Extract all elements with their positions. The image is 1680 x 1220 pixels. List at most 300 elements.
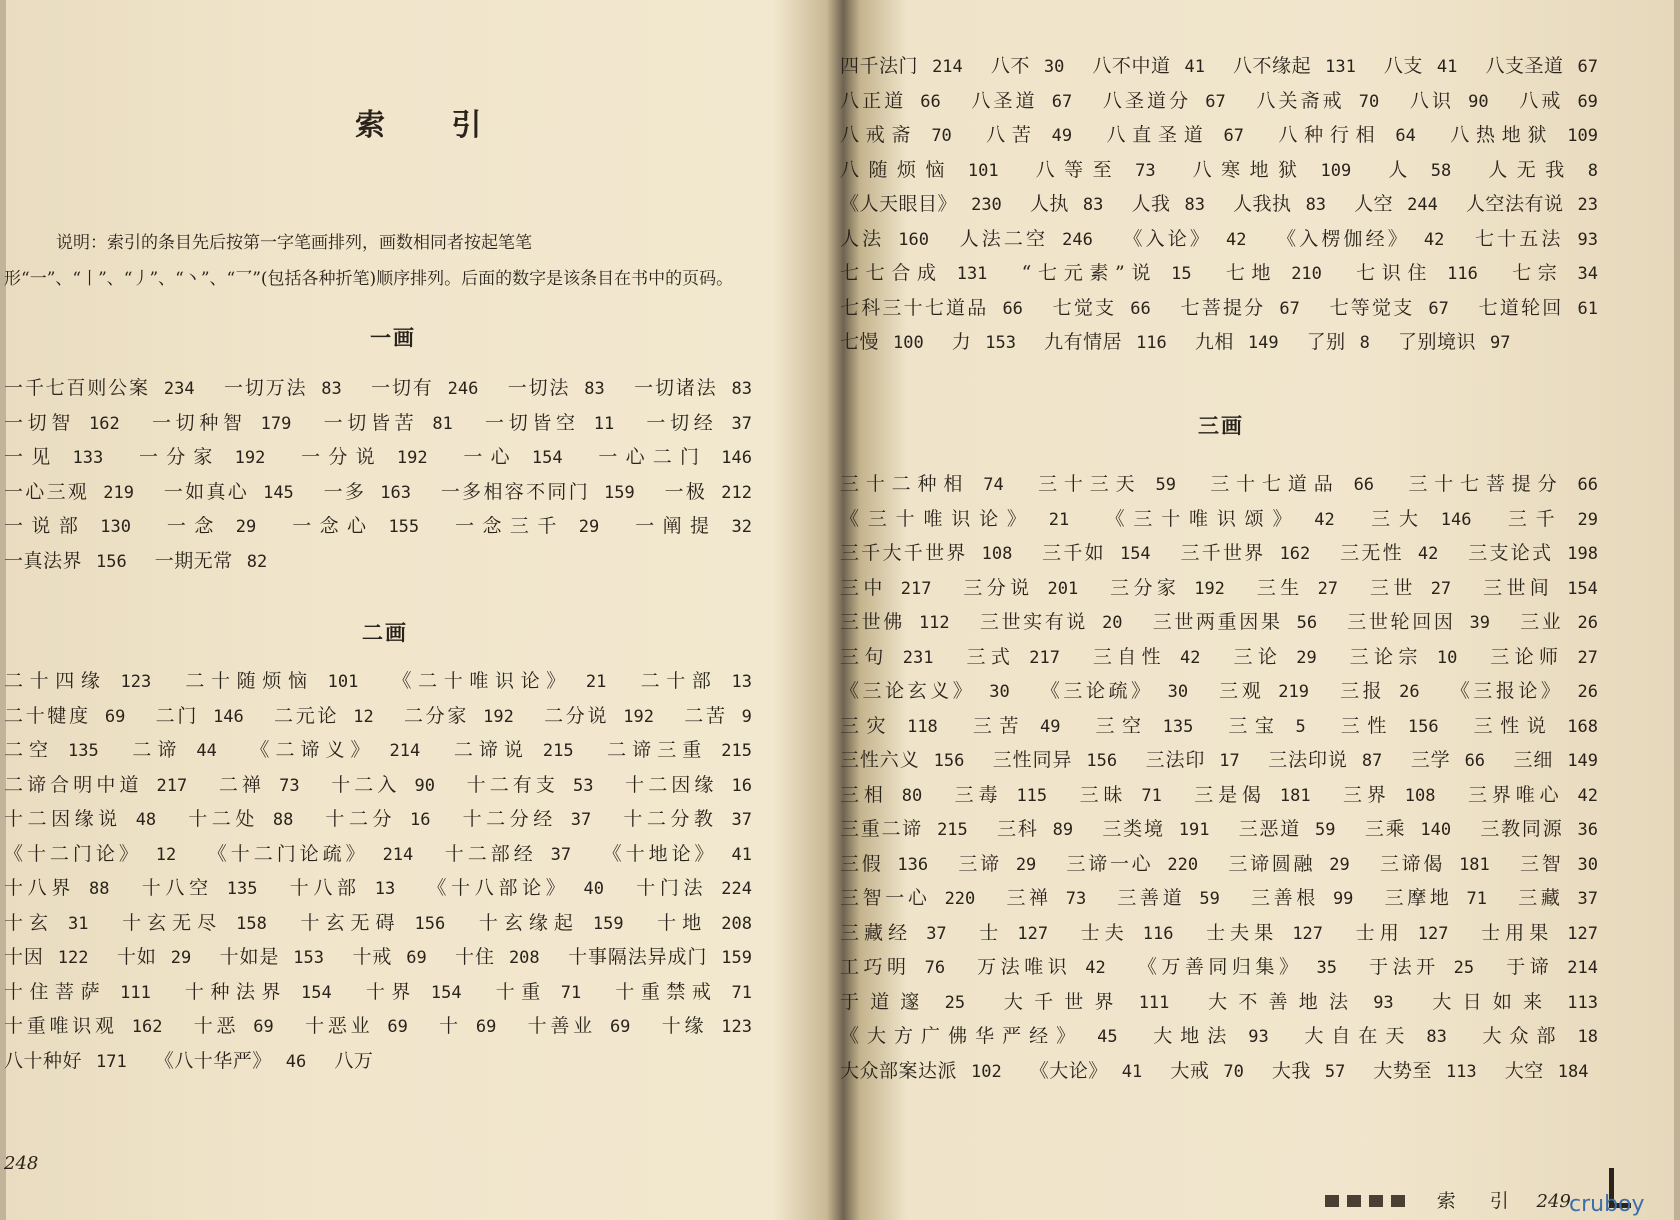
entry-term: 七十五法: [1475, 227, 1564, 250]
entry-term: 七菩提分: [1180, 296, 1266, 319]
entry-term: 一心三观: [4, 480, 90, 503]
entry-term: 人法二空: [959, 227, 1049, 250]
entry-page-number: 109: [1320, 160, 1352, 181]
entry-page-number: 66: [1577, 475, 1598, 495]
entry-term: 三智一心: [840, 887, 931, 909]
index-entry: [156, 705, 244, 727]
section-heading-2: 二画: [362, 620, 408, 645]
entry-term: 十玄缘起: [478, 911, 579, 934]
index-entry: [4, 1015, 162, 1037]
index-entry: [1067, 853, 1199, 875]
entry-term: 三句: [840, 645, 889, 668]
entry-page-number: 21: [585, 672, 607, 692]
entry-term: 一念三千: [455, 515, 565, 537]
index-entry: [635, 515, 752, 537]
index-entry: [1044, 331, 1167, 353]
index-entry: [1226, 262, 1322, 284]
entry-term: 人我执: [1233, 193, 1292, 215]
entry-term: 三谛偈: [1379, 852, 1446, 875]
entry-term: 三学: [1410, 749, 1451, 771]
index-entry: [1514, 749, 1599, 771]
entry-term: 一阐提: [635, 515, 718, 537]
entry-term: 三性同异: [992, 749, 1073, 771]
page-number-left: 248: [4, 1153, 39, 1174]
entry-term: 《三报论》: [1450, 680, 1564, 702]
entry-page-number: 108: [1404, 785, 1436, 806]
index-entry: [439, 1015, 496, 1037]
index-entry: [325, 808, 430, 830]
entry-term: 十二分: [325, 808, 397, 830]
entry-page-number: 42: [1314, 509, 1335, 530]
index-entry: [300, 912, 445, 934]
index-entry: [840, 784, 922, 806]
entry-page-number: 102: [971, 1061, 1002, 1082]
index-entry: [977, 956, 1106, 978]
entry-term: 十二因缘: [625, 773, 718, 796]
index-entry: [980, 611, 1123, 633]
entry-term: 十种法界: [184, 980, 288, 1003]
entry-page-number: 21: [1048, 509, 1070, 530]
entry-page-number: 10: [1436, 647, 1458, 668]
entry-page-number: 90: [414, 775, 435, 796]
index-entry: [1110, 577, 1225, 599]
entry-term: 一分家: [138, 446, 221, 468]
entry-page-number: 135: [1162, 716, 1194, 737]
entry-page-number: 56: [1296, 613, 1318, 633]
index-entry: [290, 877, 396, 899]
entry-page-number: 83: [1082, 195, 1104, 215]
index-entry: [1479, 297, 1598, 319]
index-entry: [185, 670, 358, 692]
entry-page-number: 27: [1430, 578, 1452, 599]
entry-term: 三式: [966, 645, 1016, 668]
entry-page-number: 127: [1417, 923, 1449, 944]
index-entry: [840, 193, 1002, 215]
entry-term: 十恶业: [305, 1015, 374, 1037]
entry-page-number: 83: [584, 379, 605, 399]
entry-page-number: 35: [1316, 958, 1337, 978]
index-entry: [1519, 90, 1598, 112]
entry-term: 三毒: [954, 783, 1003, 806]
entry-term: 十二部经: [444, 842, 537, 865]
entry-term: 力: [951, 331, 972, 353]
entry-term: “七元素”说: [1021, 262, 1158, 284]
entry-term: 三善道: [1117, 887, 1186, 909]
entry-page-number: 58: [1430, 160, 1452, 181]
index-entry: [1138, 956, 1337, 978]
entry-term: 三世两重因果: [1152, 611, 1283, 633]
entry-page-number: 69: [387, 1017, 408, 1037]
index-entry: [1146, 749, 1240, 771]
entry-page-number: 13: [374, 879, 396, 899]
index-entry: [1481, 922, 1598, 944]
index-entry: [973, 715, 1061, 737]
entry-term: 三空: [1095, 714, 1149, 737]
entry-term: 三昧: [1079, 783, 1128, 806]
entry-page-number: 153: [985, 333, 1017, 353]
index-entry: [4, 774, 187, 796]
entry-term: 七觉支: [1052, 296, 1117, 319]
index-entry: [132, 739, 217, 761]
entry-term: 一切有: [371, 377, 434, 399]
entry-term: 十二处: [188, 808, 259, 830]
entry-page-number: 146: [721, 448, 752, 468]
entry-term: 十玄无尽: [122, 911, 223, 934]
index-entry: [4, 705, 125, 727]
index-entry: [441, 481, 635, 503]
entry-page-number: 162: [89, 413, 120, 434]
index-entry: [960, 228, 1093, 250]
entry-page-number: 208: [508, 948, 540, 968]
entry-page-number: 57: [1324, 1061, 1346, 1082]
entry-term: 八不缘起: [1233, 55, 1312, 77]
entry-page-number: 37: [731, 413, 752, 434]
entry-page-number: 111: [1138, 992, 1170, 1013]
entry-page-number: 145: [263, 482, 294, 503]
index-entry: [1081, 922, 1174, 944]
entry-term: 三重二谛: [840, 818, 924, 840]
entry-term: 三世轮回因: [1347, 611, 1456, 633]
index-entry: [840, 262, 987, 284]
entry-term: 士用果: [1481, 921, 1554, 944]
entry-term: 《三论疏》: [1040, 680, 1154, 702]
index-entry: [1103, 90, 1226, 112]
index-entry: [840, 124, 952, 146]
page-number-right: 249: [1536, 1191, 1571, 1212]
entry-page-number: 192: [1194, 578, 1225, 599]
index-entry: [1330, 297, 1449, 319]
entry-term: 三教同源: [1480, 818, 1564, 840]
entry-page-number: 42: [1085, 958, 1106, 978]
entry-page-number: 11: [593, 413, 615, 434]
index-entry: [1124, 228, 1247, 250]
index-entry: [1451, 680, 1598, 702]
index-entry: [4, 481, 134, 503]
entry-term: 万法唯识: [977, 956, 1072, 978]
entry-page-number: 15: [1171, 264, 1192, 284]
entry-page-number: 184: [1557, 1061, 1589, 1082]
index-entry: [4, 946, 89, 968]
index-entry: [139, 446, 265, 468]
entry-term: 二空: [4, 739, 55, 761]
entry-term: 大千世界: [1003, 990, 1125, 1013]
entry-page-number: 162: [1279, 544, 1311, 564]
entry-page-number: 163: [380, 482, 411, 503]
index-entry: [4, 843, 176, 865]
index-entry: [4, 808, 156, 830]
index-entry: [1257, 577, 1338, 599]
entry-page-number: 217: [156, 775, 188, 796]
index-entry: [194, 1015, 274, 1037]
index-entry: [1106, 508, 1335, 530]
index-entry: [1277, 228, 1444, 250]
entry-term: 大空: [1504, 1059, 1544, 1082]
index-entry: [224, 377, 342, 399]
entry-page-number: 231: [902, 647, 934, 668]
entry-term: 八种行相: [1278, 124, 1382, 146]
entry-page-number: 36: [1577, 820, 1598, 840]
entry-page-number: 34: [1577, 264, 1598, 284]
entry-term: 七地: [1225, 262, 1278, 284]
index-entry: [1022, 262, 1192, 284]
entry-page-number: 69: [609, 1017, 631, 1037]
entry-term: 八寒地狱: [1192, 158, 1307, 181]
entry-term: 大势至: [1373, 1059, 1432, 1082]
entry-term: 一切智: [4, 411, 76, 434]
entry-page-number: 12: [155, 844, 177, 865]
index-entry: [1356, 922, 1449, 944]
entry-term: 于道邃: [840, 990, 931, 1013]
index-entry: [4, 877, 110, 899]
entry-term: 二分说: [544, 704, 610, 727]
index-entry: [4, 377, 195, 399]
entry-page-number: 97: [1489, 333, 1511, 353]
entry-page-number: 69: [104, 706, 126, 727]
entry-term: 三世佛: [840, 611, 905, 633]
entry-page-number: 88: [89, 879, 110, 899]
entry-term: 八圣道分: [1102, 89, 1192, 112]
entry-page-number: 192: [623, 706, 654, 727]
entry-page-number: 179: [260, 413, 292, 434]
index-entry: [1370, 577, 1451, 599]
index-entry: [122, 912, 267, 934]
index-entry: [445, 843, 571, 865]
entry-term: 十八空: [141, 877, 213, 899]
index-entry: [152, 412, 291, 434]
entry-page-number: 25: [944, 992, 966, 1013]
entry-term: 三性说: [1473, 714, 1554, 737]
index-entry: [955, 784, 1047, 806]
entry-page-number: 130: [100, 517, 131, 537]
entry-page-number: 45: [1097, 1027, 1118, 1047]
entry-page-number: 154: [1119, 544, 1151, 564]
entry-term: 三谛一心: [1066, 852, 1154, 875]
index-entries-3: [840, 468, 1620, 1089]
entry-page-number: 131: [956, 264, 988, 284]
index-entry: [958, 853, 1036, 875]
entry-term: 七宗: [1512, 262, 1564, 284]
entry-term: 一心: [463, 446, 518, 468]
entry-page-number: 69: [253, 1017, 274, 1037]
entry-page-number: 71: [560, 982, 582, 1003]
index-entry: [1482, 1025, 1598, 1047]
entry-term: 三是偈: [1194, 783, 1266, 806]
entry-term: 二十随烦恼: [185, 670, 314, 692]
entry-term: 三宝: [1228, 714, 1282, 737]
entry-term: 八关斋戒: [1256, 89, 1345, 112]
entry-term: 九相: [1194, 331, 1234, 353]
index-entry: [840, 542, 1012, 564]
entry-page-number: 67: [1051, 91, 1073, 112]
entry-page-number: 153: [293, 948, 325, 968]
entry-term: 《十地论》: [602, 842, 718, 865]
entry-term: 一千七百则公案: [4, 377, 150, 399]
entry-term: 十八部: [289, 877, 361, 899]
entry-page-number: 37: [570, 810, 592, 830]
entry-term: 十住: [455, 946, 495, 968]
entry-term: 三十三天: [1038, 473, 1142, 495]
entry-page-number: 18: [1577, 1027, 1598, 1047]
index-entries-continued: [840, 50, 1620, 361]
index-entry: [840, 228, 929, 250]
entry-page-number: 29: [1015, 854, 1037, 875]
index-entry: [479, 912, 624, 934]
index-entry: [1371, 508, 1471, 530]
entry-term: 《大方广佛华严经》: [840, 1025, 1084, 1047]
index-entry: [1410, 90, 1489, 112]
index-entry: [1356, 262, 1478, 284]
entry-term: 人法: [840, 227, 885, 250]
entry-term: 了别: [1306, 331, 1346, 353]
entry-term: 《二十唯识论》: [392, 670, 572, 692]
index-entry: [1506, 956, 1598, 978]
index-entry: [1307, 331, 1370, 353]
entry-page-number: 181: [1459, 854, 1490, 875]
right-edge-shadow: [1674, 0, 1680, 1220]
entry-page-number: 215: [937, 820, 968, 840]
index-entry: [1520, 611, 1598, 633]
index-entry: [155, 550, 268, 572]
entry-page-number: 48: [135, 810, 157, 830]
entry-term: 《八十华严》: [154, 1049, 272, 1072]
entry-page-number: 73: [1065, 889, 1087, 909]
entry-term: 三藏经: [840, 921, 913, 944]
index-entry: [427, 877, 604, 899]
entry-term: 《三论玄义》: [840, 680, 976, 702]
index-entry: [840, 956, 945, 978]
entry-term: 一多相容不同门: [440, 480, 591, 503]
entry-page-number: 71: [1466, 889, 1488, 909]
entry-page-number: 67: [1223, 126, 1245, 146]
index-entry: [1233, 193, 1326, 215]
entry-page-number: 154: [1567, 578, 1598, 599]
index-entry: [840, 922, 947, 944]
entry-page-number: 12: [353, 706, 374, 727]
entry-page-number: 192: [483, 706, 514, 727]
entry-term: 《万善同归集》: [1137, 956, 1303, 978]
entry-page-number: 66: [1130, 298, 1151, 319]
entry-page-number: 154: [301, 982, 332, 1003]
entry-page-number: 42: [1226, 229, 1247, 250]
entry-page-number: 214: [382, 844, 414, 865]
entry-term: 十重禁戒: [615, 980, 718, 1003]
entry-term: 七七合成: [840, 262, 943, 284]
entry-page-number: 158: [236, 913, 267, 934]
entry-term: 人无我: [1488, 158, 1574, 181]
entry-term: 一切万法: [223, 377, 308, 399]
entry-term: 三支论式: [1468, 542, 1554, 564]
entry-page-number: 40: [583, 879, 604, 899]
entry-page-number: 149: [1567, 751, 1599, 771]
index-entry: [188, 808, 293, 830]
entry-page-number: 71: [731, 982, 752, 1003]
entry-page-number: 5: [1295, 716, 1306, 737]
entry-page-number: 69: [475, 1017, 497, 1037]
entry-page-number: 49: [1039, 716, 1061, 737]
entry-term: 十二分教: [623, 808, 718, 830]
entry-term: 十二分经: [462, 808, 557, 830]
entry-term: 二元论: [274, 704, 340, 727]
entry-term: 一念: [166, 515, 222, 537]
entry-term: 十二入: [331, 773, 401, 796]
entry-page-number: 217: [900, 578, 932, 599]
entry-page-number: 31: [68, 913, 89, 934]
entry-term: 《十二门论》: [4, 842, 142, 865]
entry-page-number: 59: [1315, 820, 1336, 840]
entry-term: 了别境识: [1397, 331, 1476, 353]
entry-term: 一极: [664, 480, 708, 503]
entry-page-number: 146: [1440, 509, 1472, 530]
index-entry: [997, 818, 1073, 840]
index-entry: [371, 377, 478, 399]
entry-page-number: 108: [981, 544, 1013, 564]
entry-page-number: 26: [1577, 682, 1598, 702]
entry-page-number: 93: [1577, 229, 1598, 250]
index-entry: [1193, 159, 1352, 181]
index-entry: [1488, 159, 1598, 181]
entry-term: 《三十唯识颂》: [1105, 507, 1301, 530]
index-entry: [615, 981, 752, 1003]
index-entry: [1268, 749, 1382, 771]
index-entry: [1340, 542, 1438, 564]
index-entry: [467, 774, 594, 796]
entry-term: 三十七道品: [1210, 473, 1340, 495]
entry-term: 十戒: [352, 946, 393, 968]
entry-term: 大众部案达派: [840, 1059, 958, 1082]
entry-page-number: 49: [1051, 126, 1073, 146]
entry-page-number: 71: [1141, 785, 1162, 806]
entry-term: 一说部: [4, 515, 87, 537]
index-entry: [641, 670, 752, 692]
entry-page-number: 59: [1199, 889, 1220, 909]
index-entry: [1170, 1060, 1244, 1082]
entry-page-number: 42: [1577, 785, 1598, 806]
entry-term: 十二有支: [466, 773, 559, 796]
index-entry: [1181, 297, 1300, 319]
index-entry: [1006, 887, 1086, 909]
entry-term: 三谛: [958, 852, 1002, 875]
entry-page-number: 9: [741, 706, 752, 727]
entry-page-number: 29: [1329, 854, 1350, 875]
entry-term: 《大论》: [1029, 1059, 1108, 1082]
entry-term: 八戒: [1519, 89, 1564, 112]
entry-page-number: 42: [1423, 229, 1445, 250]
entry-term: 三千大千世界: [840, 542, 968, 564]
entry-term: 于谛: [1506, 956, 1554, 978]
entry-term: 士用: [1355, 921, 1404, 944]
entry-term: 八苦: [986, 124, 1038, 146]
entry-page-number: 201: [1047, 578, 1079, 599]
entry-term: 一真法界: [4, 549, 83, 572]
index-entry: [665, 481, 752, 503]
entry-page-number: 159: [604, 482, 635, 503]
entry-term: 三论宗: [1349, 645, 1423, 668]
entry-term: 十界: [365, 980, 417, 1003]
right-page: [830, 0, 1680, 1220]
entry-page-number: 67: [1428, 298, 1449, 319]
entry-term: 八不中道: [1092, 55, 1171, 77]
entry-page-number: 214: [1567, 958, 1598, 978]
index-entry: [952, 331, 1016, 353]
entry-term: 三报: [1340, 680, 1386, 702]
entry-page-number: 67: [1205, 91, 1226, 112]
entry-term: 二苦: [684, 704, 728, 727]
index-entry: [607, 739, 752, 761]
index-entry: [1233, 646, 1316, 668]
entry-term: 三千世界: [1180, 542, 1266, 564]
index-entry: [274, 705, 374, 727]
index-entry: [1251, 887, 1353, 909]
